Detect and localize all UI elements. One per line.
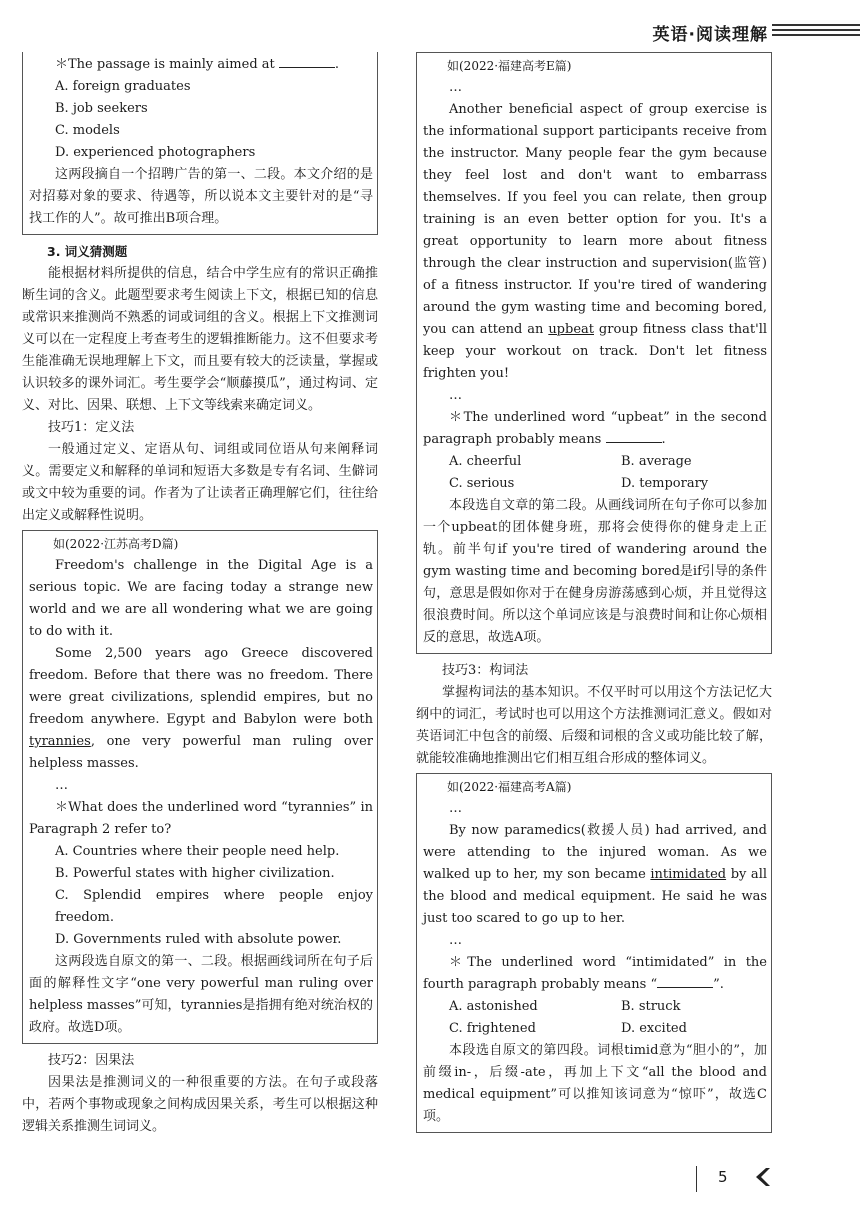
footer-divider: [696, 1166, 697, 1192]
answer-blank: [279, 55, 335, 68]
tip2-title: 技巧2：因果法: [48, 1053, 135, 1068]
option-d: D. excited: [621, 1021, 687, 1036]
header-decoration-lines: [772, 24, 860, 39]
question-text: ＊The passage is mainly aimed at .: [55, 57, 340, 72]
example-source: 如(2022·福建高考E篇): [447, 59, 572, 73]
tip1-body: 一般通过定义、定语从句、词组或同位语从句来阐释词义。需要定义和解释的单词和短语大多数是专有名词、生僻词或文中较为重要的词。作者为了让读者正确理解它们，往往给出定义或解释性说明。: [22, 442, 378, 523]
example-source: 如(2022·福建高考A篇): [447, 780, 572, 794]
underlined-word: intimidated: [650, 867, 727, 882]
question-text: ＊What does the underlined word “tyrannies” in Paragraph 2 refer to?: [29, 800, 373, 837]
tip1-title: 技巧1：定义法: [48, 420, 135, 435]
option-c: C. frightened: [449, 1021, 536, 1036]
ellipsis: …: [449, 80, 462, 95]
options-row-1: [423, 996, 767, 1018]
underlined-word: upbeat: [548, 322, 594, 337]
chevron-left-icon: [752, 1166, 774, 1188]
section-body: 能根据材料所提供的信息，结合中学生应有的常识正确推断生词的含义。此题型要求考生阅读上下文，根据已知的信息或常识来推测尚不熟悉的词或词组的含义。根据上下文推测词义可以在一定程度上考查考生的逻辑推断能力。这不但要求考生能准确无误地理解上下文，而且要有较大的泛读量，掌握或认识较多的课外词汇。考生要学会“顺藤摸瓜”，通过构词、定义、对比、因果、联想、上下文等线索来确定词义。: [22, 266, 378, 413]
passage-paragraph-1: Freedom's challenge in the Digital Age is a serious topic. We are facing today a strange new world and we are all wondering what we are going to do with it.: [29, 558, 373, 639]
tip3-title: 技巧3：构词法: [442, 663, 529, 678]
option-c: C. Splendid empires where people enjoy freedom.: [55, 888, 373, 925]
explanation: 这两段摘自一个招聘广告的第一、二段。本文介绍的是对招募对象的要求、待遇等，所以说本文主要针对的是“寻找工作的人”。故可推出B项合理。: [29, 167, 373, 226]
option-d: D. temporary: [621, 476, 709, 491]
answer-blank: [606, 430, 662, 443]
passage-paragraph: By now paramedics(救援人员) had arrived, and were attending to the injured woman. As we walked up to her, my son became intimidated by all the blood and medical equipment. He said he was just too scared to go up to her.: [423, 823, 768, 926]
question-text: ＊The underlined word “intimidated” in the fourth paragraph probably means “ ”.: [423, 955, 767, 992]
example-box-fujian-a: [416, 773, 772, 1133]
explanation: 本段选自文章的第二段。从画线词所在句子你可以参加一个upbeat的团体健身班，那将会使得你的健身走上正轨。前半句if you're tired of wandering around the gym wasting time and becoming bored是if引导的条件句，意思是假如你对于在健身房游荡感到心烦，并且觉得这很浪费时间。所以这个单词应该是与浪费时间和让你心烦相反的意思，故选A项。: [423, 498, 767, 645]
option-d: D. Governments ruled with absolute power.: [55, 932, 342, 947]
example-box-fujian-e: [416, 52, 772, 654]
ellipsis: …: [449, 933, 462, 948]
option-a: A. cheerful: [449, 454, 522, 469]
right-column: [416, 52, 772, 1139]
underlined-word: tyrannies: [29, 734, 91, 749]
ellipsis: …: [449, 388, 462, 403]
options-row-1: [423, 451, 767, 473]
option-a: A. Countries where their people need help.: [55, 844, 340, 859]
tip3-body: 掌握构词法的基本知识。不仅平时可以用这个方法记忆大纲中的词汇，考试时也可以用这个方法推测词汇意义。假如对英语词汇中包含的前缀、后缀和词根的含义或功能比较了解，就能较准确地推测出它们相互组合形成的整体词义。: [416, 685, 772, 766]
example-source: 如(2022·江苏高考D篇): [53, 537, 179, 551]
option-c: C. serious: [449, 476, 515, 491]
option-a: A. foreign graduates: [55, 79, 191, 94]
options-row-2: [423, 1018, 767, 1040]
option-c: C. models: [55, 123, 120, 138]
question-box-job-ad: [22, 52, 378, 235]
passage-paragraph: Another beneficial aspect of group exercise is the informational support participants receive from the instructor. Many people fear the gym because they feel lost and don't want to embarrass themselves. If you feel you can relate, then group training is an even better option for you. It's a great opportunity to learn more about fitness through the clear instruction and supervision(监管) of a fitness instructor. If you're tired of wandering around the gym wasting time and becoming bored, you can attend an upbeat group fitness class that'll keep your workout on track. Don't let fitness frighten you!: [423, 102, 768, 381]
option-a: A. astonished: [449, 999, 538, 1014]
explanation: 这两段选自原文的第一、二段。根据画线词所在句子后面的解释性文字“one very powerful man ruling over helpless masses”可知，tyrannies是指拥有绝对统治权的政府。故选D项。: [29, 954, 373, 1035]
options-row-2: [423, 473, 767, 495]
explanation: 本段选自原文的第四段。词根timid意为“胆小的”，加前缀in-，后缀-ate，再加上下文“all the blood and medical equipment”可以推知该词意为“惊吓”，故选C项。: [423, 1043, 767, 1124]
option-d: D. experienced photographers: [55, 145, 256, 160]
ellipsis: …: [55, 778, 68, 793]
passage-paragraph-2: Some 2,500 years ago Greece discovered freedom. Before that there was no freedom. There were great civilizations, splendid empires, but no freedom anywhere. Egypt and Babylon were both tyrannies, one very powerful man ruling over helpless masses.: [29, 646, 373, 771]
tip2-body: 因果法是推测词义的一种很重要的方法。在句子或段落中，若两个事物或现象之间构成因果关系，考生可以根据这种逻辑关系推测生词词义。: [22, 1075, 378, 1134]
page-number: 5: [718, 1168, 728, 1186]
page-header-title: 英语·阅读理解: [652, 25, 768, 45]
example-box-jiangsu: [22, 530, 378, 1044]
left-column: [22, 52, 378, 1138]
option-b: B. Powerful states with higher civilization.: [55, 866, 335, 881]
ellipsis: …: [449, 801, 462, 816]
option-b: B. job seekers: [55, 101, 148, 116]
section-title-word-guessing: 3. 词义猜测题: [47, 244, 128, 259]
option-b: B. average: [621, 454, 692, 469]
answer-blank: [657, 975, 713, 988]
question-text: ＊The underlined word “upbeat” in the second paragraph probably means .: [423, 410, 767, 447]
option-b: B. struck: [621, 999, 681, 1014]
